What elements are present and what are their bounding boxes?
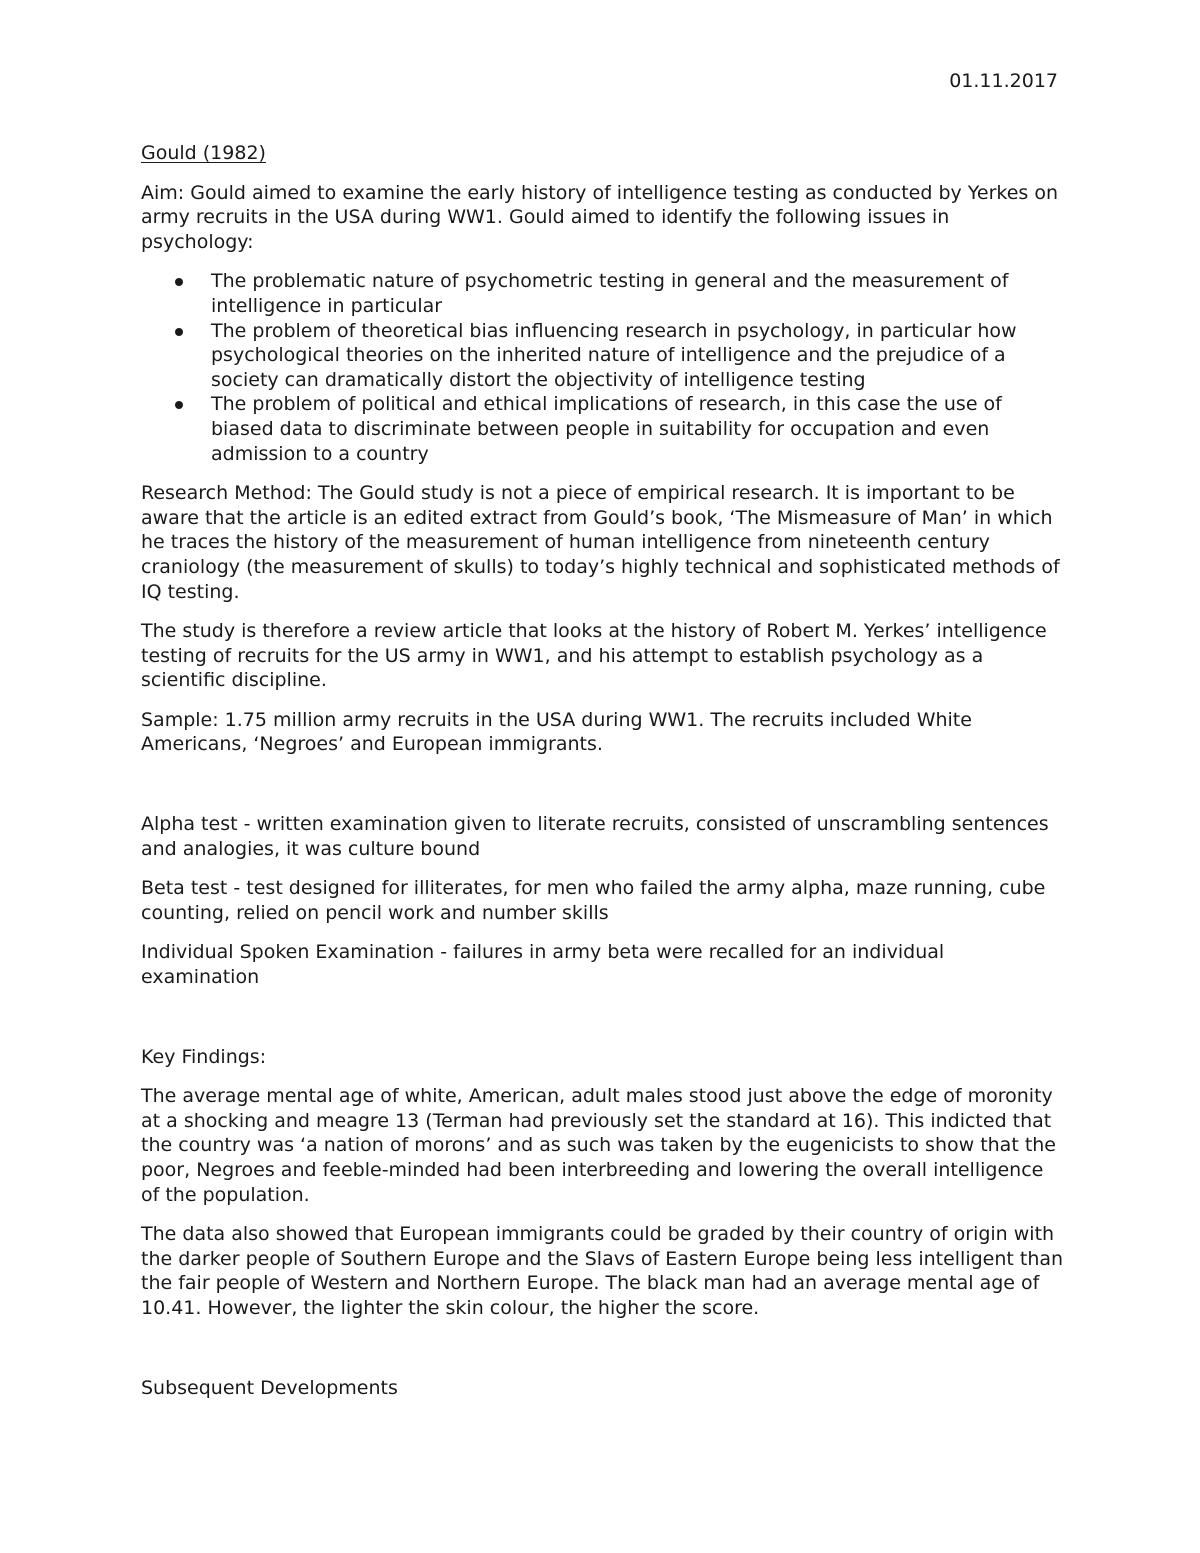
list-item-text: The problem of political and ethical implications of research, in this case the use of biased data to discriminate between people in suitability for occupation and even admission to a country [211,393,1002,465]
aim-paragraph: Aim: Gould aimed to examine the early history of intelligence testing as conducted by Yerkes on army recruits in the USA during WW1. Gould aimed to identify the following issues in psychology: [141,181,1059,253]
research-method-paragraph: Research Method: The Gould study is not a piece of empirical research. It is important to be aware that the article is an edited extract from Gould’s book, ‘The Mismeasure of Man’ in which he traces the history of the measurement of human intelligence from nineteenth century craniology (the measurement of skulls) to today’s highly technical and sophisticated methods of IQ testing. [141,482,1060,603]
alpha-test-paragraph: Alpha test - written examination given to literate recruits, consisted of unscrambling sentences and analogies, it was culture bound [141,813,1049,860]
bullet-icon [175,328,183,336]
list-item [141,269,1067,318]
bullet-icon [175,278,183,286]
document-body [141,141,1067,1415]
list-item-text: The problematic nature of psychometric testing in general and the measurement of intelligence in particular [211,270,1009,317]
list-item [141,392,1067,466]
list-item-text: The problem of theoretical bias influencing research in psychology, in particular how psychological theories on the inherited nature of intelligence and the prejudice of a society can dramatically distort the objectivity of intelligence testing [211,319,1017,391]
finding-paragraph-2: The data also showed that European immigrants could be graded by their country of origin with the darker people of Southern Europe and the Slavs of Eastern Europe being less intelligent than the fair people of Western and Northern Europe. The black man had an average mental age of 10.41. However, the lighter the skin colour, the higher the score. [141,1223,1064,1319]
sample-paragraph: Sample: 1.75 million army recruits in the USA during WW1. The recruits included White Americans, ‘Negroes’ and European immigrants. [141,708,972,756]
blank-line [141,1005,1067,1045]
subsequent-developments-heading: Subsequent Developments [141,1376,398,1399]
blank-line [141,772,1067,812]
issues-list [141,269,1067,466]
review-paragraph: The study is therefore a review article that looks at the history of Robert M. Yerkes’ intelligence testing of recruits for the US army in WW1, and his attempt to establish psychology as a scientific discipline. [141,620,1047,692]
individual-exam-paragraph: Individual Spoken Examination - failures in army beta were recalled for an individual examination [141,941,945,989]
blank-line [141,1336,1067,1376]
finding-paragraph-1: The average mental age of white, American, adult males stood just above the edge of moronity at a shocking and meagre 13 (Terman had previously set the standard at 16). This indicted that the country was ‘a nation of morons’ and as such was taken by the eugenicists to show that the poor, Negroes and feeble-minded had been interbreeding and lowering the overall intelligence of the population. [141,1085,1056,1206]
bullet-icon [175,401,183,409]
beta-test-paragraph: Beta test - test designed for illiterates, for men who failed the army alpha, maze running, cube counting, relied on pencil work and number skills [141,877,1046,924]
document-date: 01.11.2017 [949,70,1058,92]
key-findings-heading: Key Findings: [141,1045,267,1068]
document-title: Gould (1982) [141,142,266,164]
list-item [141,319,1067,393]
